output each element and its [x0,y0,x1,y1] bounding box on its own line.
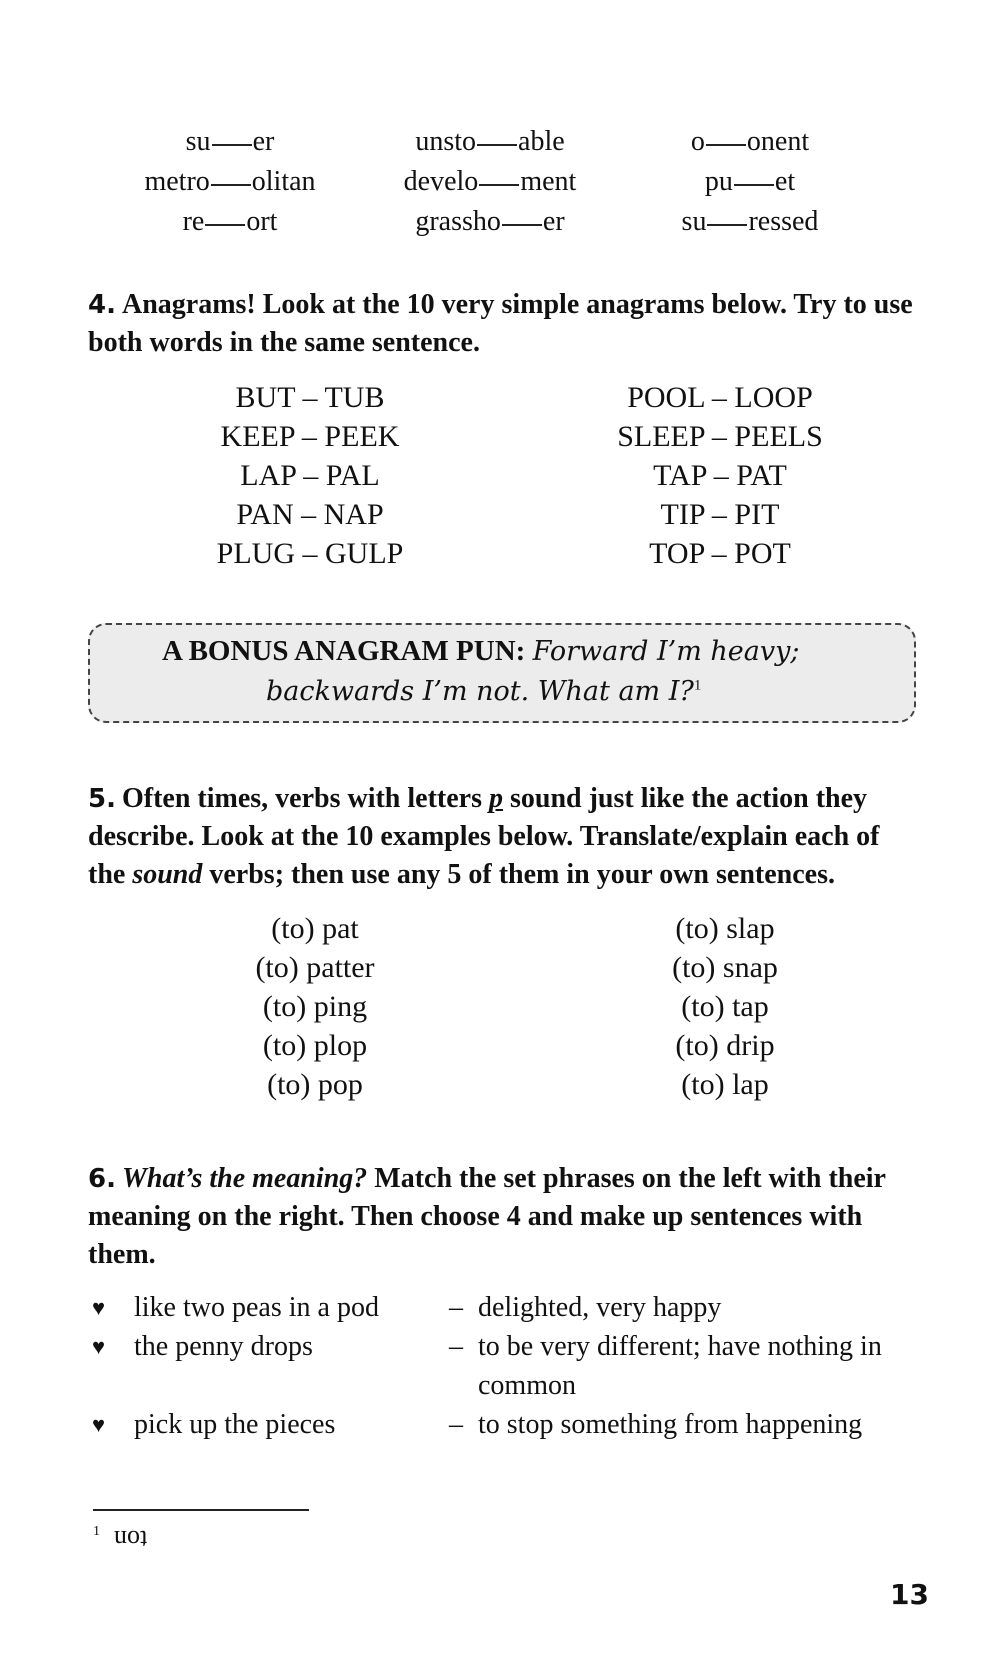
heart-bullet-icon: ♥ [92,1334,106,1359]
verb-column-right [595,909,855,1104]
bonus-anagram-box [88,623,916,723]
anagram-column-left [180,378,440,573]
word-start: develo [403,166,479,197]
exercise-text: Anagrams! Look at the 10 very simple anagrams below. Try to use both words in the same sentence. [88,289,913,358]
exercise-text: verbs; then use any 5 of them in your own sentences. [209,859,835,890]
set-phrase: pick up the pieces [134,1409,336,1440]
phrase-meaning: to stop something from happening [478,1409,863,1440]
verb-item: (to) plop [262,1029,368,1062]
exercise-6-instructions [88,1160,918,1274]
verb-item: (to) slap [675,912,775,945]
phrase-row [92,1288,932,1327]
blank-line [502,224,542,226]
anagram-pair: TOP – POT [649,537,791,570]
phrase-row [92,1327,932,1405]
sound-emphasis: sound [132,859,203,890]
exercise-number: 4. [88,290,116,320]
word-end: ort [246,206,278,237]
fill-in-word [620,126,880,158]
bonus-riddle-part-1: Forward I’m heavy; [532,636,800,667]
anagram-pair: KEEP – PEEK [220,420,400,453]
dash: – [449,1331,463,1362]
fill-in-word [360,206,620,238]
footnote-reference: 1 [693,677,702,694]
exercise-4-instructions [88,286,918,362]
verb-item: (to) pop [267,1068,363,1101]
footnote-divider [93,1509,309,1511]
anagram-pair: TAP – PAT [653,459,787,492]
footnote-answer-upside-down: ton [114,1525,148,1554]
phrase-meaning: to be very different; have nothing in common [478,1331,882,1401]
verb-item: (to) tap [681,990,769,1023]
anagram-list [180,378,850,573]
verb-column-left [185,909,445,1104]
anagram-pair: SLEEP – PEELS [617,420,823,453]
anagram-pair: PAN – NAP [236,498,384,531]
word-end: onent [746,126,810,157]
fill-in-word [360,126,620,158]
footnote-number: 1 [93,1524,100,1539]
word-start: re [182,206,205,237]
fill-in-word [620,206,880,238]
phrase-meaning: delighted, very happy [478,1292,722,1323]
letter-emphasis: p [488,783,503,814]
verb-item: (to) drip [675,1029,775,1062]
word-end: ressed [748,206,819,237]
phrase-match-list [92,1288,932,1444]
set-phrase: the penny drops [134,1331,313,1362]
fill-in-word [100,166,360,198]
exercise-text: Often times, verbs with letters [121,783,482,814]
word-start: o [690,126,705,157]
word-start: su [185,126,211,157]
dash: – [449,1292,463,1323]
fill-in-row [100,162,880,202]
footnote [93,1524,147,1554]
sound-verb-list [185,909,855,1104]
fill-in-word [360,166,620,198]
verb-item: (to) patter [255,951,375,984]
exercise-text: Match the set phrases on the left with their meaning on the right. Then choose 4 and make up sentences with them. [88,1163,886,1270]
fill-in-row [100,202,880,242]
anagram-pair: BUT – TUB [235,381,385,414]
exercise-text: sound just like the action they describe. Look at the 10 examples below. Translate/explain each of the [88,783,880,890]
blank-line [205,224,245,226]
page-number: 13 [890,1578,929,1611]
word-start: pu [704,166,733,197]
bonus-label: A BONUS ANAGRAM PUN: [162,635,526,667]
blank-line [707,224,747,226]
anagram-pair: PLUG – GULP [216,537,404,570]
word-start: unsto [415,126,477,157]
fill-in-word [100,206,360,238]
set-phrase: like two peas in a pod [134,1292,379,1323]
word-start: su [681,206,707,237]
word-start: metro [144,166,210,197]
word-end: olitan [251,166,316,197]
anagram-pair: POOL – LOOP [627,381,813,414]
word-start: grassho [415,206,501,237]
dash: – [449,1409,463,1440]
blank-line [479,184,519,186]
blank-line [211,184,251,186]
phrase-row [92,1405,932,1444]
fill-in-word [100,126,360,158]
anagram-pair: TIP – PIT [660,498,780,531]
verb-item: (to) lap [681,1068,769,1101]
anagram-column-right [590,378,850,573]
exercise-title: What’s the meaning? [121,1163,368,1194]
fill-in-row [100,122,880,162]
blank-line [477,144,517,146]
exercise-number: 5. [88,784,116,814]
fill-in-grid [100,122,880,242]
blank-line [212,144,252,146]
blank-line [734,184,774,186]
word-end: er [252,126,275,157]
verb-item: (to) snap [672,951,778,984]
verb-item: (to) ping [262,990,368,1023]
heart-bullet-icon: ♥ [92,1295,106,1320]
word-end: ment [520,166,577,197]
verb-item: (to) pat [271,912,359,945]
heart-bullet-icon: ♥ [92,1412,106,1437]
anagram-pair: LAP – PAL [240,459,380,492]
bonus-line-1 [162,635,799,668]
bonus-line-2 [266,675,701,708]
word-end: able [518,126,565,157]
fill-in-word [620,166,880,198]
exercise-number: 6. [88,1164,116,1194]
exercise-5-instructions [88,780,918,894]
bonus-riddle-part-2: backwards I’m not. What am I? [266,676,694,707]
blank-line [706,144,746,146]
word-end: er [542,206,565,237]
word-end: et [774,166,796,197]
